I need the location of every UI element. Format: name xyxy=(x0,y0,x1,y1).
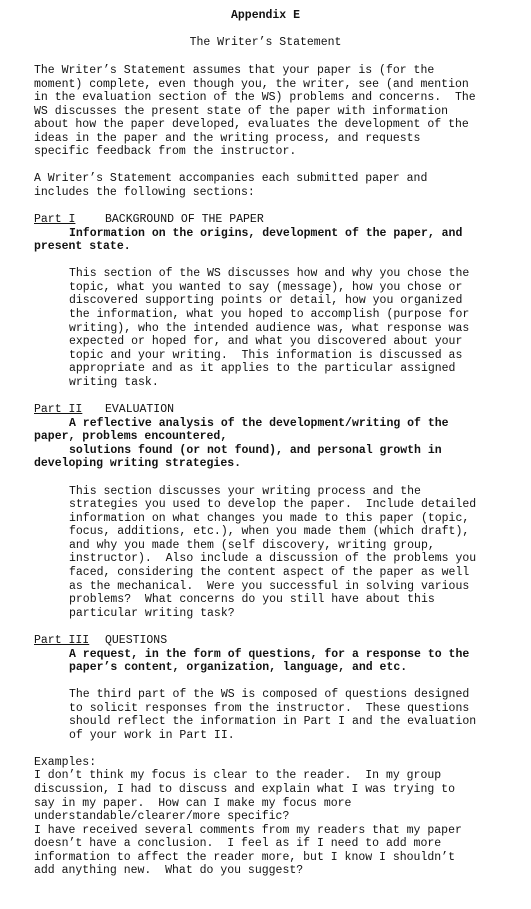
intro-line: about how the paper developed, evaluates the development of the xyxy=(34,118,469,131)
part2-bold-line: developing writing strategies. xyxy=(34,457,242,470)
part2-body-line: and why you made them (self discovery, writing group, xyxy=(69,539,435,552)
part1-body-line: topic, what you wanted to say (message), how you chose or xyxy=(69,281,463,294)
part1-body-line: the information, what you hoped to accomplish (purpose for xyxy=(69,308,470,321)
intro-line: in the evaluation section of the WS) problems and concerns. The xyxy=(34,91,476,104)
part2-body-line: faced, considering the content aspect of the paper as well xyxy=(69,566,470,579)
accompanies-line: A Writer’s Statement accompanies each submitted paper and xyxy=(34,172,428,185)
intro-line: The Writer’s Statement assumes that your paper is (for the xyxy=(34,64,435,77)
part2-body-line: problems? What concerns do you still have about this xyxy=(69,593,435,606)
part1-body-line: discovered supporting points or detail, how you organized xyxy=(69,294,463,307)
part2-bold-line: paper, problems encountered, xyxy=(34,430,228,443)
example-line: information to affect the reader more, but I know I shouldn’t xyxy=(34,851,455,864)
part3-label: Part III xyxy=(34,634,90,647)
example-line: understandable/clearer/more specific? xyxy=(34,810,290,823)
part3-body-line: to solicit responses from the instructor. These questions xyxy=(69,702,470,715)
part1-body-line: expected or hoped for, and what you discovered about your xyxy=(69,335,463,348)
part3-body-line: The third part of the WS is composed of questions designed xyxy=(69,688,470,701)
part1-bold-line: Information on the origins, development of the paper, and xyxy=(69,227,463,240)
intro-line: specific feedback from the instructor. xyxy=(34,145,297,158)
example-line: add anything new. What do you suggest? xyxy=(34,864,304,877)
example-line: I have received several comments from my readers that my paper xyxy=(34,824,462,837)
part2-body-line: strategies you used to develop the paper. Include detailed xyxy=(69,498,477,511)
part2-body-line: information on what changes you made to this paper (topic, xyxy=(69,512,470,525)
part3-body-line: should reflect the information in Part I and the evaluation xyxy=(69,715,477,728)
part3-body-line: of your work in Part II. xyxy=(69,729,235,742)
part1-body-line: appropriate and as it applies to the particular assigned xyxy=(69,362,456,375)
part1-body-line: writing task. xyxy=(69,376,159,389)
example-line: discussion, I had to discuss and explain what I was trying to xyxy=(34,783,455,796)
part2-bold-line: A reflective analysis of the development/writing of the xyxy=(69,417,449,430)
examples-heading: Examples: xyxy=(34,756,97,769)
example-line: doesn’t have a conclusion. I feel as if I need to add more xyxy=(34,837,442,850)
part3-bold-line: paper’s content, organization, language, and etc. xyxy=(69,661,408,674)
appendix-label: Appendix E xyxy=(230,9,300,22)
part3-heading: QUESTIONS xyxy=(105,634,168,647)
intro-line: moment) complete, even though you, the writer, see (and mention xyxy=(34,78,469,91)
part2-body-line: particular writing task? xyxy=(69,607,235,620)
part1-bold-line: present state. xyxy=(34,240,131,253)
part2-body-line: instructor). Also include a discussion of the problems you xyxy=(69,552,477,565)
intro-line: ideas in the paper and the writing process, and requests xyxy=(34,132,421,145)
example-line: say in my paper. How can I make my focus more xyxy=(34,797,352,810)
part2-heading: EVALUATION xyxy=(105,403,175,416)
part3-bold-line: A request, in the form of questions, for a response to the xyxy=(69,648,470,661)
part1-body-line: writing), who the intended audience was, what response was xyxy=(69,322,470,335)
part1-body-line: topic and your writing. This information is discussed as xyxy=(69,349,463,362)
part2-body-line: focus, additions, etc.), when you made them (which draft), xyxy=(69,525,470,538)
part2-body-line: This section discusses your writing process and the xyxy=(69,485,421,498)
document-title: The Writer’s Statement xyxy=(189,36,342,49)
part1-label: Part I xyxy=(34,213,76,226)
example-line: I don’t think my focus is clear to the reader. In my group xyxy=(34,769,442,782)
intro-line: WS discusses the present state of the paper with information xyxy=(34,105,449,118)
part1-heading: BACKGROUND OF THE PAPER xyxy=(105,213,264,226)
part2-bold-line: solutions found (or not found), and personal growth in xyxy=(69,444,442,457)
accompanies-line: includes the following sections: xyxy=(34,186,255,199)
part1-body-line: This section of the WS discusses how and why you chose the xyxy=(69,267,470,280)
part2-label: Part II xyxy=(34,403,83,416)
part2-body-line: as the mechanical. Were you successful in solving various xyxy=(69,580,470,593)
